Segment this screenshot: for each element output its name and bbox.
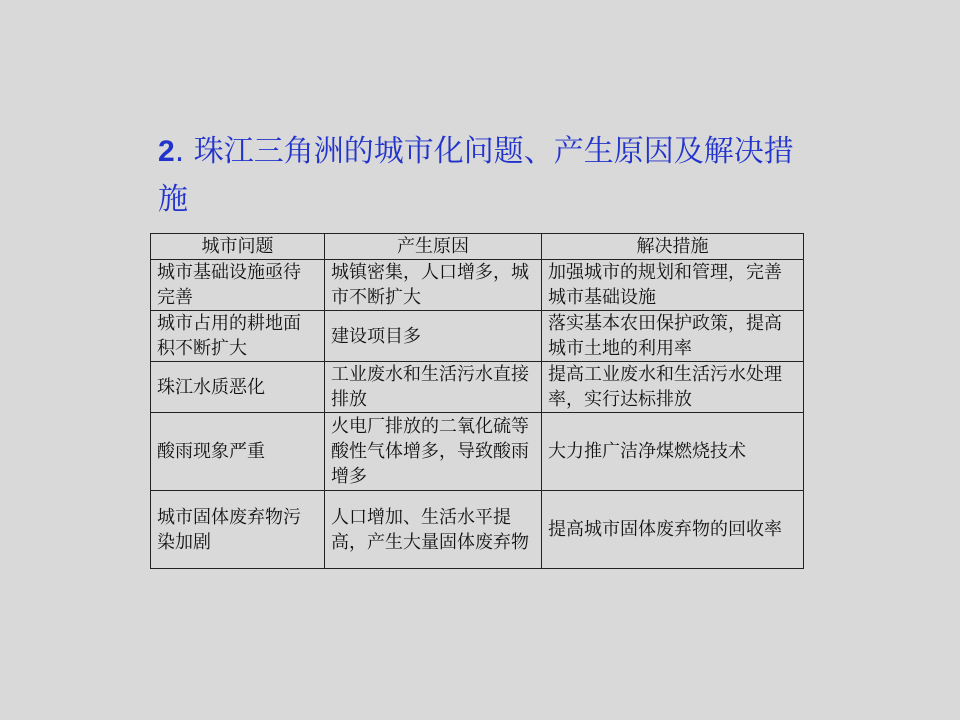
table-row [151, 413, 804, 491]
table-row [151, 311, 804, 362]
table-row [151, 260, 804, 311]
table-header-row [151, 234, 804, 260]
header-cause: 产生原因 [325, 234, 542, 260]
problem-cell: 酸雨现象严重 [151, 413, 325, 491]
urbanization-table [150, 233, 804, 569]
problem-cell: 城市占用的耕地面积不断扩大 [151, 311, 325, 362]
solution-cell: 加强城市的规划和管理，完善城市基础设施 [542, 260, 804, 311]
solution-cell: 落实基本农田保护政策，提高城市土地的利用率 [542, 311, 804, 362]
cause-cell: 人口增加、生活水平提高，产生大量固体废弃物 [325, 491, 542, 569]
cause-cell: 工业废水和生活污水直接排放 [325, 362, 542, 413]
solution-cell: 提高工业废水和生活污水处理率，实行达标排放 [542, 362, 804, 413]
solution-cell: 提高城市固体废弃物的回收率 [542, 491, 804, 569]
header-solution: 解决措施 [542, 234, 804, 260]
cause-cell: 城镇密集，人口增多，城市不断扩大 [325, 260, 542, 311]
title-number: 2 [158, 135, 175, 168]
problem-cell: 城市固体废弃物污染加剧 [151, 491, 325, 569]
solution-cell: 大力推广洁净煤燃烧技术 [542, 413, 804, 491]
table-row [151, 362, 804, 413]
table-row [151, 491, 804, 569]
problem-cell: 珠江水质恶化 [151, 362, 325, 413]
header-urban-problem: 城市问题 [151, 234, 325, 260]
slide-title [158, 128, 818, 224]
cause-cell: 建设项目多 [325, 311, 542, 362]
problem-cell: 城市基础设施亟待完善 [151, 260, 325, 311]
cause-cell: 火电厂排放的二氧化硫等酸性气体增多，导致酸雨增多 [325, 413, 542, 491]
title-text: . 珠江三角洲的城市化问题、产生原因及解决措施 [158, 134, 794, 217]
